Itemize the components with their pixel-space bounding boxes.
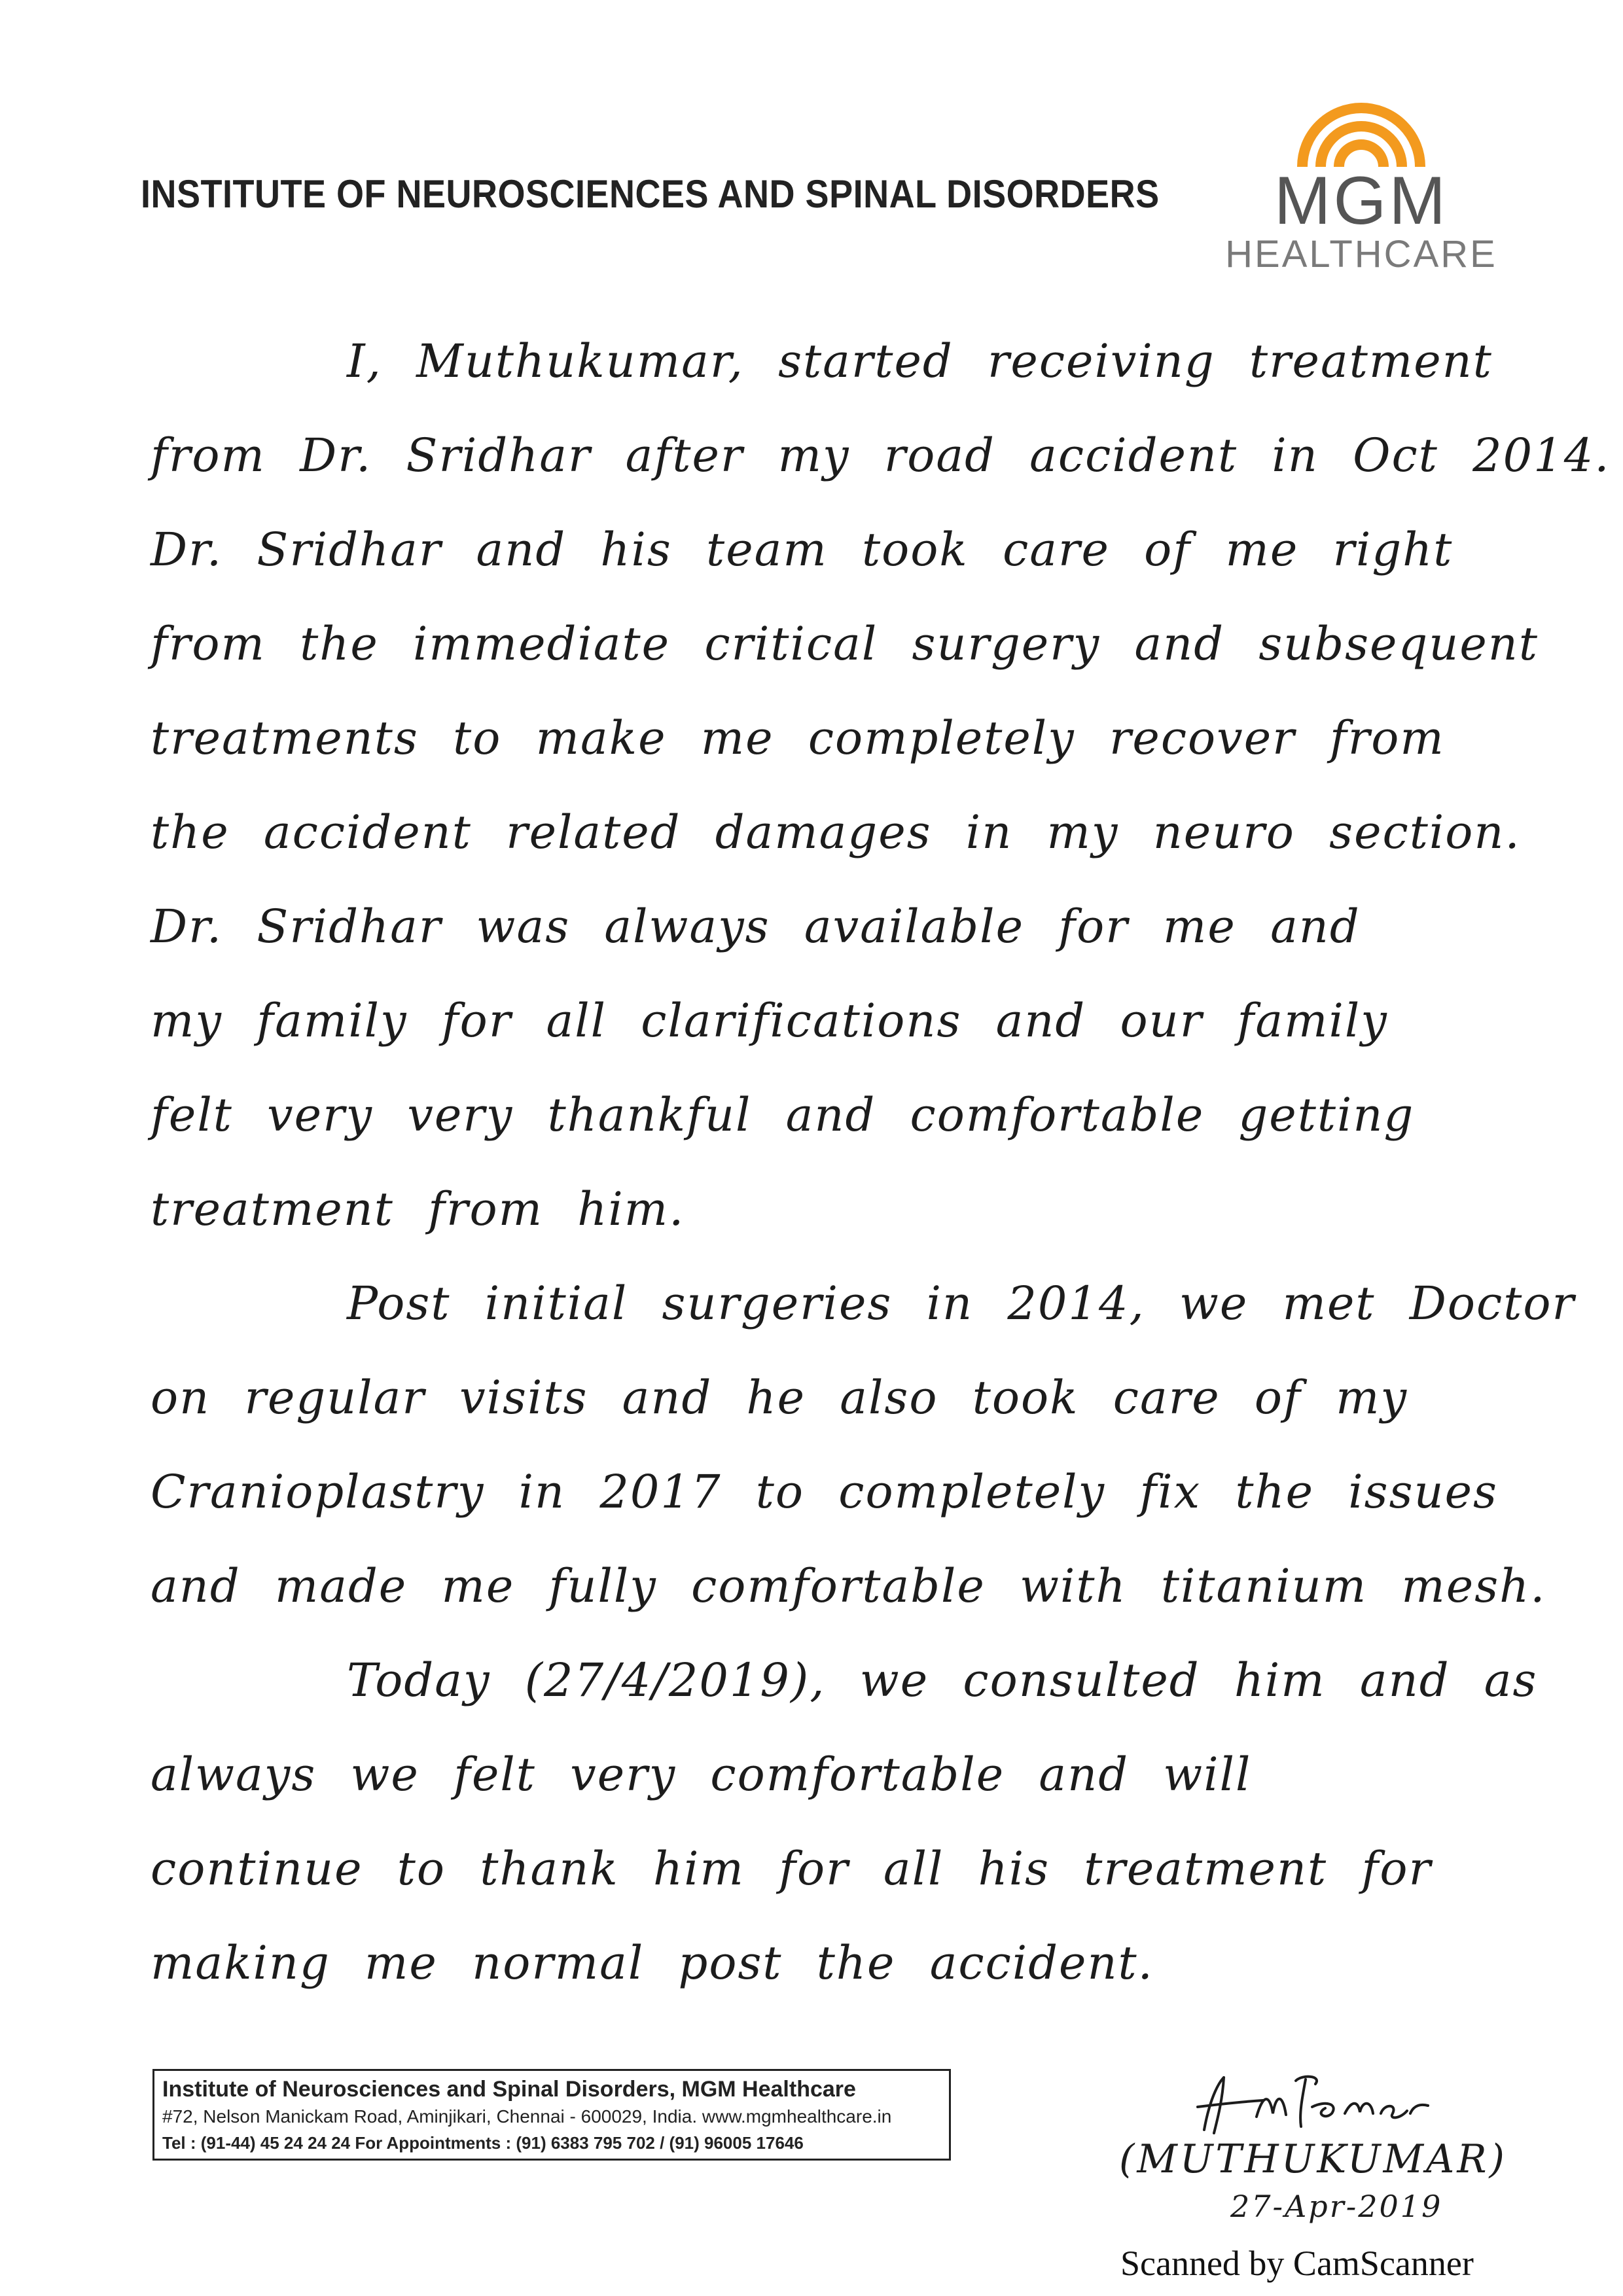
letter-line: treatment from him. — [151, 1182, 685, 1236]
letter-line: Dr. Sridhar and his team took care of me right — [151, 523, 1454, 576]
letter-line: Post initial surgeries in 2014, we met Doctor — [347, 1277, 1575, 1330]
letter-line: continue to thank him for all his treatment for — [151, 1842, 1432, 1896]
letter-line: Cranioplastry in 2017 to completely fix the issues — [151, 1465, 1498, 1519]
signal-arcs-icon — [1289, 92, 1433, 170]
letter-line: from the immediate critical surgery and subsequent — [151, 617, 1539, 671]
mgm-healthcare-logo — [1217, 92, 1505, 281]
letter-line: and made me fully comfortable with titanium mesh. — [151, 1559, 1546, 1613]
institute-title: INSTITUTE OF NEUROSCIENCES AND SPINAL DISORDERS — [141, 172, 1160, 217]
letter-line: making me normal post the accident. — [151, 1936, 1154, 1990]
handwritten-letter — [151, 314, 1611, 2010]
logo-subtitle: HEALTHCARE — [1225, 233, 1497, 275]
footer-title: Institute of Neurosciences and Spinal Disorders, MGM Healthcare — [162, 2077, 856, 2102]
letter-line: Dr. Sridhar was always available for me and — [151, 900, 1361, 953]
logo-name: MGM — [1274, 163, 1449, 239]
letter-line: felt very very thankful and comfortable getting — [151, 1088, 1415, 1142]
footer-phone: Tel : (91-44) 45 24 24 24 For Appointments : (91) 6383 795 702 / (91) 96005 17646 — [162, 2133, 804, 2153]
signature-date: 27-Apr-2019 — [1230, 2189, 1443, 2224]
letter-line: on regular visits and he also took care of my — [151, 1371, 1408, 1424]
footer-address-box — [152, 2069, 951, 2161]
handwritten-signature — [1185, 2068, 1459, 2140]
letter-line: from Dr. Sridhar after my road accident in Oct 2014. — [151, 429, 1611, 482]
scanner-watermark: Scanned by CamScanner — [1120, 2244, 1474, 2283]
footer-address: #72, Nelson Manickam Road, Aminjikari, Chennai - 600029, India. www.mgmhealthcare.in — [162, 2106, 892, 2127]
letter-line: my family for all clarifications and our family — [151, 994, 1388, 1048]
letter-line: I, Muthukumar, started receiving treatment — [347, 334, 1493, 388]
letter-line: always we felt very comfortable and will — [151, 1748, 1252, 1801]
letter-line: treatments to make me completely recover from — [151, 711, 1445, 765]
signature-name: (MUTHUKUMAR) — [1119, 2136, 1507, 2182]
letter-line: the accident related damages in my neuro section. — [151, 805, 1521, 859]
letter-line: Today (27/4/2019), we consulted him and as — [347, 1653, 1538, 1707]
